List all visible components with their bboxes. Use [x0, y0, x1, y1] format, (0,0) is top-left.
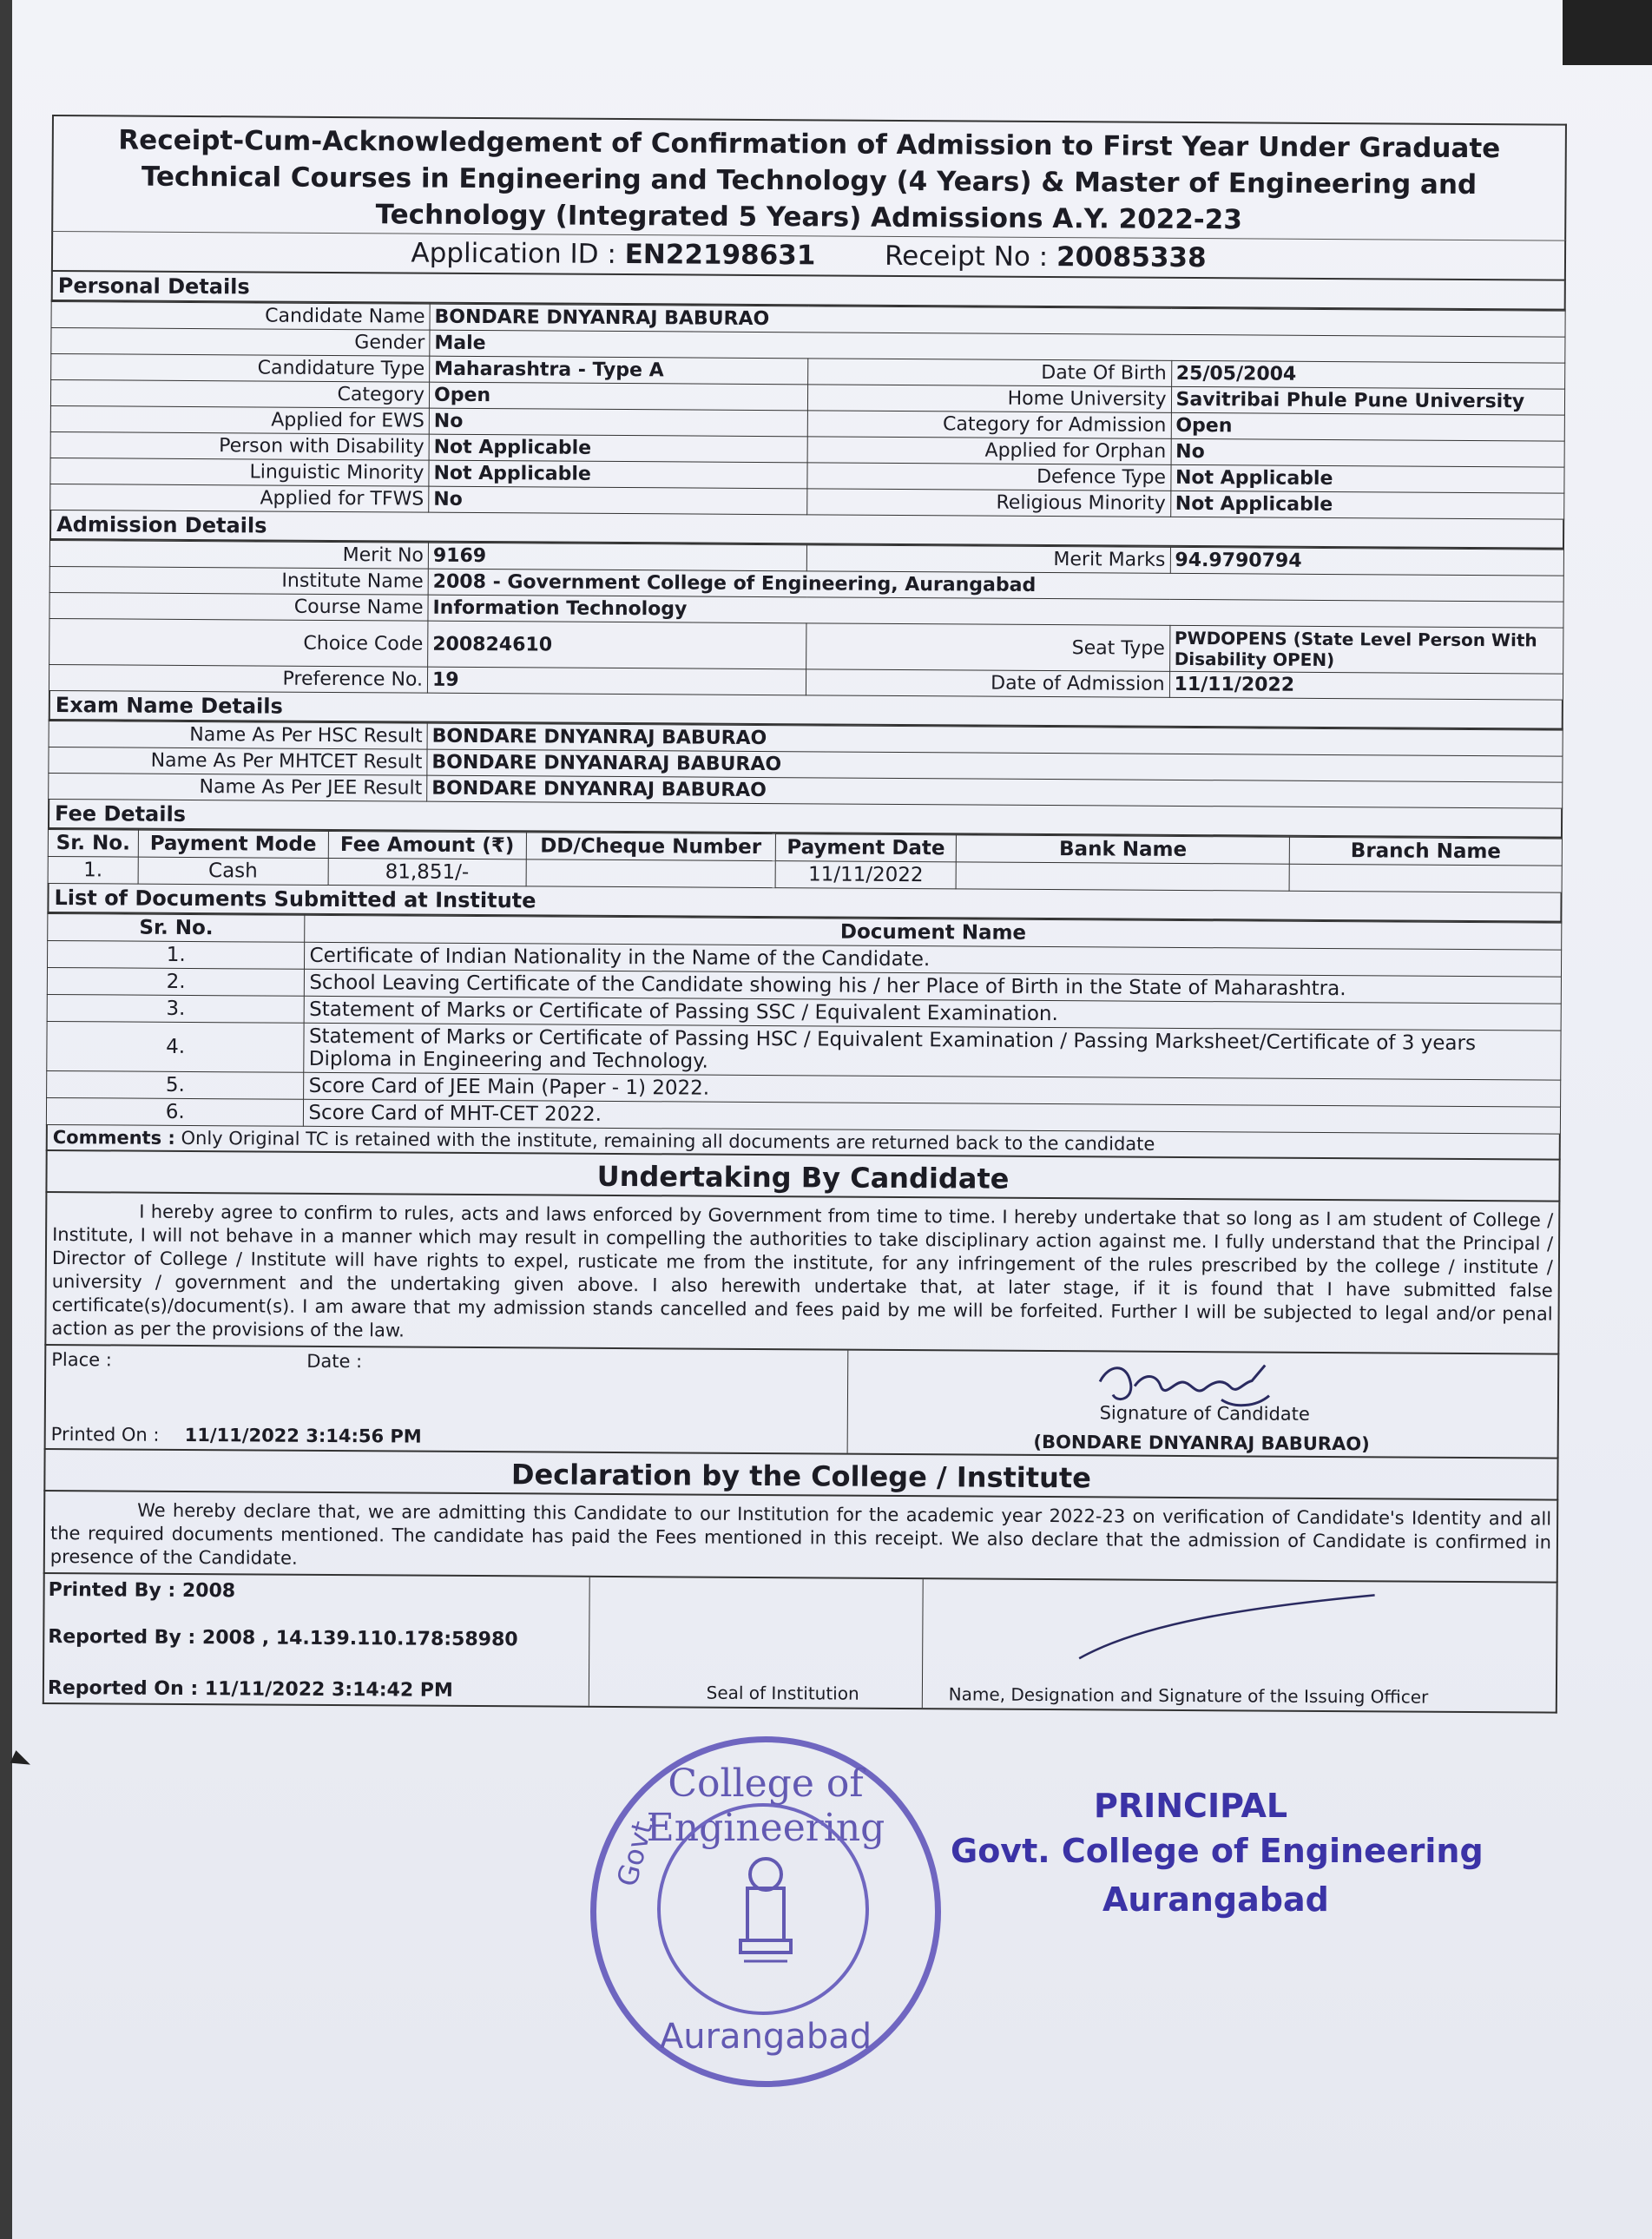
- fee-details-heading: Fee Details: [48, 800, 1563, 839]
- choice-code-label: Choice Code: [49, 618, 428, 667]
- merit-marks-label: Merit Marks: [806, 545, 1170, 574]
- fee-cell: [1289, 864, 1562, 892]
- document-name: Certificate of Indian Nationality in the Name of the Candidate.: [305, 942, 1562, 977]
- fee-col-header: Fee Amount (₹): [328, 831, 526, 859]
- fee-col-header: Branch Name: [1289, 837, 1562, 866]
- date-admission-label: Date of Admission: [806, 669, 1169, 698]
- receipt-no-label: Receipt No :: [884, 240, 1049, 273]
- background-corner: [1563, 0, 1652, 65]
- category: Open: [429, 382, 807, 411]
- linguistic-label: Linguistic Minority: [50, 458, 429, 486]
- document-no: 6.: [46, 1097, 304, 1126]
- exam-details-table: [48, 721, 1563, 809]
- signature-label: Signature of Candidate: [1099, 1402, 1310, 1425]
- ews-label: Applied for EWS: [50, 405, 429, 434]
- documents-heading: List of Documents Submitted at Institute: [47, 884, 1562, 923]
- jee-name: BONDARE DNYANRAJ BABURAO: [427, 775, 1563, 808]
- course-name: Information Technology: [428, 595, 1563, 628]
- candidature-type: Maharashtra - Type A: [430, 356, 808, 385]
- jee-name-label: Name As Per JEE Result: [49, 773, 427, 801]
- pwd: Not Applicable: [429, 434, 807, 463]
- documents-table: [46, 913, 1562, 1135]
- undertaking-signature-row: [44, 1346, 1560, 1459]
- date-label: Date :: [306, 1350, 363, 1373]
- fee-table: [48, 829, 1563, 893]
- docs-col-name: Document Name: [305, 915, 1562, 950]
- home-university: Savitribai Phule Pune University: [1171, 386, 1565, 415]
- category-admission: Open: [1171, 412, 1565, 441]
- receipt-no: 20085338: [1056, 241, 1207, 274]
- national-emblem-icon: [735, 1855, 796, 1968]
- document-title: Receipt-Cum-Acknowledgement of Confirmation of Admission to First Year Under Graduate Technical Courses in Engineering and Technology (4 Years) & Master of Engineering and Technology (Integrated 5 Years) Admissions A.Y. 2022-23: [51, 115, 1567, 240]
- preference-no: 19: [427, 667, 806, 695]
- document-no: 1.: [47, 940, 305, 969]
- personal-details-heading: Personal Details: [51, 272, 1566, 311]
- gender: Male: [430, 330, 1565, 363]
- receipt-document: [43, 115, 1567, 1714]
- gender-label: Gender: [51, 327, 430, 356]
- application-id-label: Application ID :: [411, 237, 616, 270]
- personal-details-table: [49, 301, 1565, 520]
- linguistic: Not Applicable: [429, 460, 807, 489]
- institution-seal-stamp: [590, 1736, 941, 2087]
- home-university-label: Home University: [807, 385, 1171, 413]
- fee-cell: 11/11/2022: [775, 861, 957, 889]
- mhtcet-name: BONDARE DNYANARAJ BABURAO: [427, 749, 1563, 782]
- document-row: [47, 1021, 1561, 1080]
- document-no: 2.: [47, 967, 305, 996]
- reported-by: [48, 1626, 518, 1650]
- place-label: Place :: [51, 1349, 112, 1371]
- declaration-text: We hereby declare that, we are admitting this Candidate to our Institution for the academic year 2022-23 on verification of Candidate's Identity and all the required documents mentioned. The candidate has paid the Fees mentioned in this receipt. We also declare that the admission of Candidate is confirmed in presence of the Candidate.: [43, 1492, 1559, 1584]
- fee-col-header: Bank Name: [957, 835, 1290, 864]
- fee-cell: Cash: [138, 857, 328, 885]
- printed-on-label: Printed On :: [50, 1424, 160, 1445]
- fee-cell: [526, 859, 775, 888]
- orphan: No: [1171, 438, 1565, 467]
- merit-no: 9169: [428, 543, 806, 571]
- fee-col-header: DD/Cheque Number: [526, 833, 775, 861]
- fee-col-header: Sr. No.: [48, 829, 138, 857]
- college-stamp-line1: Govt. College of Engineering: [951, 1832, 1484, 1870]
- preference-label: Preference No.: [49, 664, 427, 693]
- admission-details-heading: Admission Details: [49, 510, 1564, 550]
- document-no: 5.: [47, 1070, 305, 1099]
- defence: Not Applicable: [1170, 464, 1564, 493]
- printed-by: [49, 1579, 236, 1602]
- fee-cell: 1.: [48, 856, 138, 884]
- fee-col-header: Payment Date: [775, 834, 957, 862]
- document-name: Statement of Marks or Certificate of Passing HSC / Equivalent Examination / Passing Marksheet/Certificate of 3 years Diploma in Engineering and Technology.: [304, 1023, 1561, 1080]
- college-stamp-line2: Aurangabad: [1102, 1880, 1329, 1919]
- document-no: 4.: [47, 1021, 305, 1072]
- principal-stamp: PRINCIPAL: [1094, 1787, 1288, 1825]
- printed-by-label: Printed By :: [48, 1579, 176, 1602]
- reported-on-label: Reported On :: [47, 1677, 199, 1701]
- date-admission: 11/11/2022: [1169, 671, 1563, 700]
- seal-ring-top: College of Engineering: [646, 1762, 885, 1850]
- seat-type-label: Seat Type: [806, 623, 1170, 672]
- religious-label: Religious Minority: [807, 489, 1171, 517]
- tfws-label: Applied for TFWS: [50, 484, 429, 512]
- category-admission-label: Category for Admission: [807, 411, 1171, 439]
- pwd-label: Person with Disability: [50, 431, 429, 460]
- seal-ring-bottom: Aurangabad: [659, 2017, 872, 2057]
- fee-cell: [956, 862, 1289, 891]
- declaration-heading: Declaration by the College / Institute: [43, 1450, 1558, 1501]
- comments-label: Comments :: [52, 1127, 175, 1149]
- candidate-name-label: Candidate Name: [51, 301, 430, 330]
- course-label: Course Name: [49, 592, 428, 621]
- reported-by-value: 2008 , 14.139.110.178:58980: [201, 1627, 518, 1651]
- reported-by-label: Reported By :: [48, 1626, 196, 1650]
- category-label: Category: [50, 379, 429, 408]
- comments-text: Only Original TC is retained with the institute, remaining all documents are returned back to the candidate: [181, 1127, 1155, 1155]
- candidature-type-label: Candidature Type: [51, 353, 430, 382]
- seal-ring-left: Govt.: [610, 1808, 661, 1890]
- defence-label: Defence Type: [807, 463, 1171, 491]
- seal-label: Seal of Institution: [706, 1682, 859, 1704]
- candidate-name: BONDARE DNYANRAJ BABURAO: [430, 304, 1565, 337]
- declaration-footer: [43, 1574, 1558, 1714]
- dob-label: Date Of Birth: [808, 359, 1172, 387]
- merit-marks: 94.9790794: [1170, 547, 1564, 576]
- religious: Not Applicable: [1170, 491, 1564, 519]
- seat-type: PWDOPENS (State Level Person With Disability OPEN): [1169, 625, 1563, 674]
- docs-col-sr: Sr. No.: [48, 913, 306, 942]
- tfws: No: [429, 486, 807, 515]
- application-id: EN22198631: [624, 239, 816, 272]
- officer-signature: [1070, 1589, 1384, 1669]
- undertaking-heading: Undertaking By Candidate: [45, 1151, 1560, 1202]
- hsc-name-label: Name As Per HSC Result: [49, 721, 427, 749]
- document-name: Score Card of MHT-CET 2022.: [304, 1099, 1561, 1134]
- document-name: School Leaving Certificate of the Candidate showing his / her Place of Birth in the State of Maharashtra.: [305, 969, 1562, 1004]
- ews: No: [429, 408, 807, 437]
- admission-details-table: [49, 540, 1564, 701]
- signature-name: (BONDARE DNYANRAJ BABURAO): [1033, 1431, 1370, 1455]
- undertaking-text: I hereby agree to confirm to rules, acts and laws enforced by Government from time to time. I hereby undertake that so long as I am student of College / Institute, I will not behave in a manner which may result in compelling the authorities to take disciplinary action against me. I fully understand that the Principal / Director of College / Institute will have rights to expel, rusticate me from the institute, for any infringement of the rules prescribed by the college / institute / university / government and the undertaking given above. I also herewith undertake that, at later stage, if it is found that I have submitted false certificate(s)/document(s). I am aware that my admission stands cancelled and fees paid by me will be forfeited. Further I will be subjected to legal and/or penal action as per the provisions of the law.: [44, 1193, 1560, 1355]
- document-name: Score Card of JEE Main (Paper - 1) 2022.: [304, 1072, 1561, 1107]
- institute-name: 2008 - Government College of Engineering, Aurangabad: [428, 569, 1563, 602]
- merit-no-label: Merit No: [49, 540, 428, 569]
- dob: 25/05/2004: [1171, 360, 1565, 389]
- hsc-name: BONDARE DNYANRAJ BABURAO: [427, 723, 1563, 756]
- fee-col-header: Payment Mode: [138, 830, 328, 858]
- mhtcet-name-label: Name As Per MHTCET Result: [49, 747, 427, 775]
- issuer-label: Name, Designation and Signature of the Issuing Officer: [948, 1683, 1429, 1708]
- printed-by-value: 2008: [181, 1579, 236, 1603]
- printed-on: 11/11/2022 3:14:56 PM: [184, 1424, 422, 1447]
- institute-label: Institute Name: [49, 566, 428, 595]
- exam-details-heading: Exam Name Details: [49, 691, 1563, 730]
- orphan-label: Applied for Orphan: [807, 437, 1171, 465]
- document-no: 3.: [47, 994, 305, 1023]
- document-name: Statement of Marks or Certificate of Passing SSC / Equivalent Examination.: [305, 996, 1562, 1031]
- choice-code: 200824610: [428, 621, 806, 669]
- reported-on: [48, 1677, 453, 1702]
- reported-on-value: 11/11/2022 3:14:42 PM: [204, 1678, 453, 1702]
- fee-cell: 81,851/-: [328, 858, 526, 886]
